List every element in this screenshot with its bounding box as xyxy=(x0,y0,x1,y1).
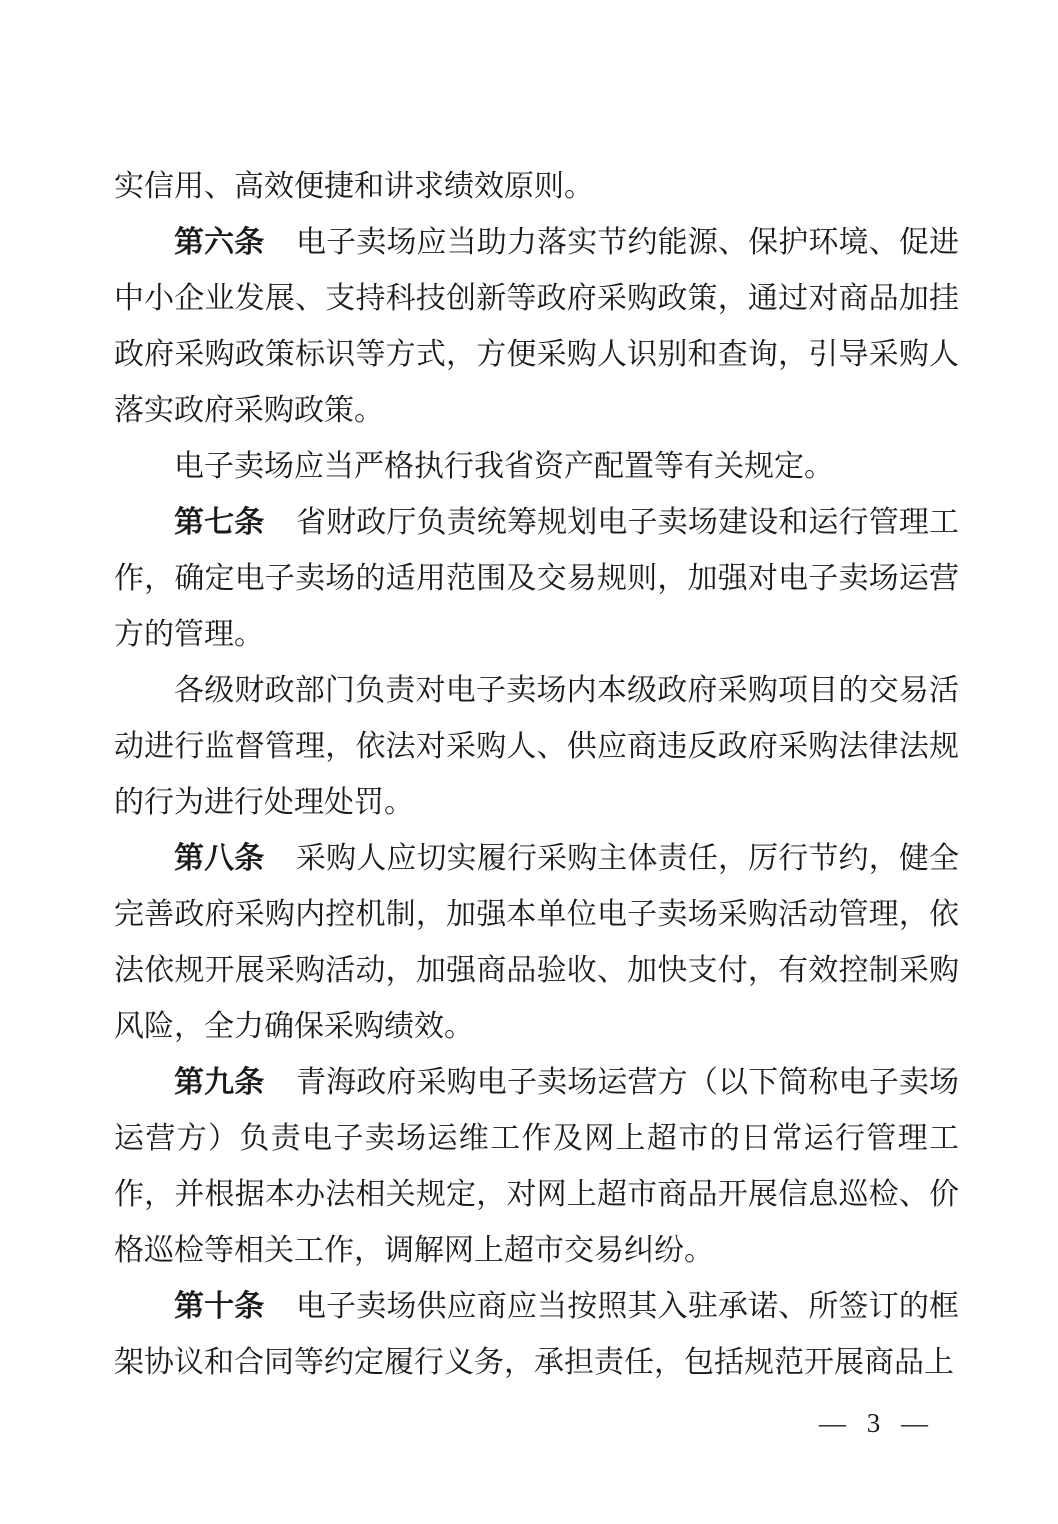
paragraph xyxy=(114,215,959,439)
paragraph-text: 采购人应切实履行采购主体责任，厉行节约，健全完善政府采购内控机制，加强本单位电子卖场采购活动管理，依法依规开展采购活动，加强商品验收、加快支付，有效控制采购风险，全力确保采购绩效。 xyxy=(114,842,959,1043)
article-number: 第九条 xyxy=(174,1066,265,1099)
article-number: 第八条 xyxy=(174,842,265,875)
paragraph xyxy=(114,159,959,215)
paragraph-text: 各级财政部门负责对电子卖场内本级政府采购项目的交易活动进行监督管理，依法对采购人、供应商违反政府采购法律法规的行为进行处理处罚。 xyxy=(114,674,959,819)
article-number: 第六条 xyxy=(174,226,265,259)
paragraph-text: 电子卖场供应商应当按照其入驻承诺、所签订的框架协议和合同等约定履行义务，承担责任，包括规范开展商品上 xyxy=(114,1290,959,1379)
article-number: 第十条 xyxy=(174,1290,265,1323)
paragraph xyxy=(114,1055,959,1279)
page-number: — 3 — xyxy=(819,1408,930,1438)
paragraph xyxy=(114,663,959,831)
paragraph xyxy=(114,439,959,495)
paragraph-text: 实信用、高效便捷和讲求绩效原则。 xyxy=(114,170,594,203)
paragraph-text: 省财政厅负责统筹规划电子卖场建设和运行管理工作，确定电子卖场的适用范围及交易规则，加强对电子卖场运营方的管理。 xyxy=(114,506,959,651)
paragraph xyxy=(114,495,959,663)
document-body xyxy=(114,159,959,1391)
paragraph-text: 电子卖场应当助力落实节约能源、保护环境、促进中小企业发展、支持科技创新等政府采购政策，通过对商品加挂政府采购政策标识等方式，方便采购人识别和查询，引导采购人落实政府采购政策。 xyxy=(114,226,959,427)
article-number: 第七条 xyxy=(174,506,265,539)
paragraph xyxy=(114,831,959,1055)
paragraph-text: 青海政府采购电子卖场运营方（以下简称电子卖场运营方）负责电子卖场运维工作及网上超市的日常运行管理工作，并根据本办法相关规定，对网上超市商品开展信息巡检、价格巡检等相关工作，调解网上超市交易纠纷。 xyxy=(114,1066,959,1267)
paragraph-text: 电子卖场应当严格执行我省资产配置等有关规定。 xyxy=(174,450,834,483)
paragraph xyxy=(114,1279,959,1391)
